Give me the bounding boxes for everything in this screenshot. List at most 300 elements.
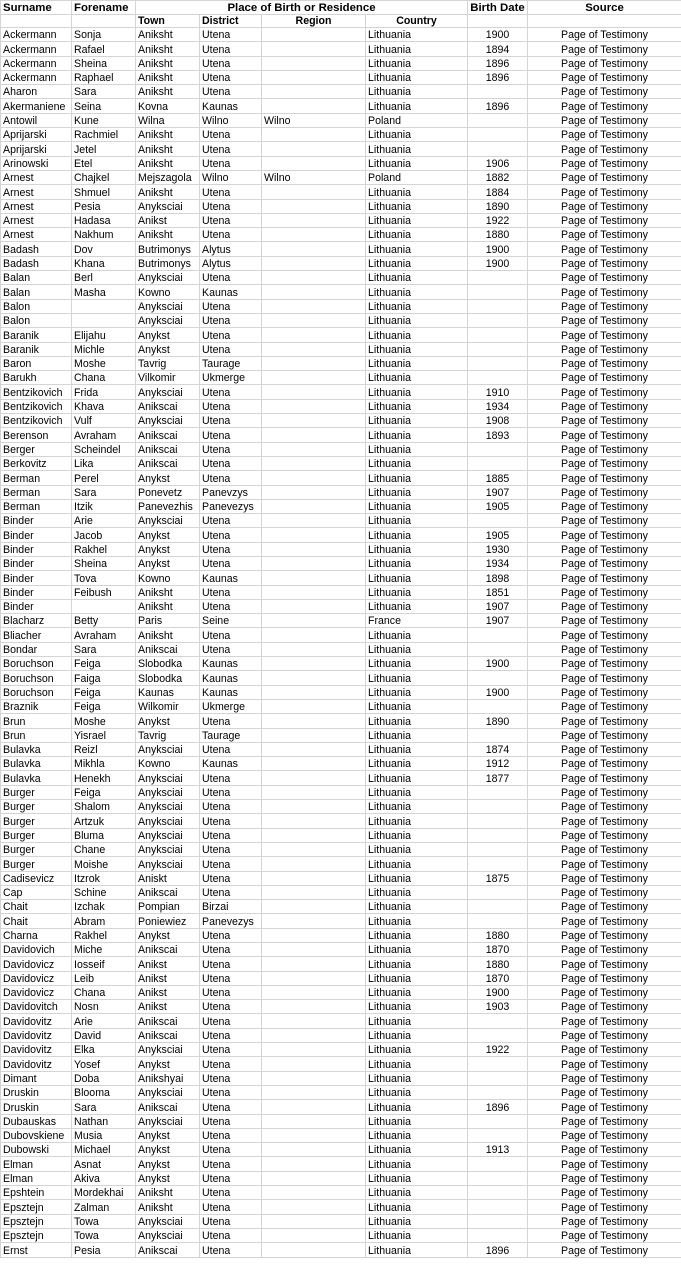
table-row xyxy=(1,42,681,56)
region-cell xyxy=(262,871,366,885)
town-cell: Anyksciai xyxy=(136,313,200,327)
country-cell: Lithuania xyxy=(366,771,468,785)
surname-cell: Arnest xyxy=(1,199,72,213)
country-cell: Lithuania xyxy=(366,971,468,985)
surname-cell: Baranik xyxy=(1,342,72,356)
forename-cell: Rafael xyxy=(72,42,136,56)
region-cell xyxy=(262,213,366,227)
country-cell: Lithuania xyxy=(366,857,468,871)
country-cell: Lithuania xyxy=(366,471,468,485)
country-cell: Lithuania xyxy=(366,814,468,828)
district-cell: Utena xyxy=(200,742,262,756)
country-cell: Lithuania xyxy=(366,199,468,213)
surname-cell: Brun xyxy=(1,728,72,742)
table-row xyxy=(1,285,681,299)
country-cell: Lithuania xyxy=(366,414,468,428)
birth-date-cell xyxy=(468,800,528,814)
birth-date-cell: 1890 xyxy=(468,199,528,213)
forename-cell: Pesia xyxy=(72,199,136,213)
table-row xyxy=(1,1228,681,1242)
country-cell: Lithuania xyxy=(366,556,468,570)
table-row xyxy=(1,571,681,585)
table-row xyxy=(1,399,681,413)
birth-date-cell: 1908 xyxy=(468,414,528,428)
town-cell: Anyksciai xyxy=(136,1228,200,1242)
country-cell: Lithuania xyxy=(366,313,468,327)
forename-cell: Nathan xyxy=(72,1114,136,1128)
country-cell: Lithuania xyxy=(366,1043,468,1057)
country-cell: Lithuania xyxy=(366,599,468,613)
surname-cell: Burger xyxy=(1,842,72,856)
forename-cell: Khana xyxy=(72,256,136,270)
town-cell: Anikst xyxy=(136,957,200,971)
table-row xyxy=(1,1128,681,1142)
country-cell: Lithuania xyxy=(366,714,468,728)
district-cell: Utena xyxy=(200,1100,262,1114)
country-cell: Lithuania xyxy=(366,900,468,914)
country-cell: Lithuania xyxy=(366,256,468,270)
region-cell xyxy=(262,1000,366,1014)
town-cell: Mejszagola xyxy=(136,170,200,184)
birth-date-cell: 1922 xyxy=(468,213,528,227)
country-cell: Lithuania xyxy=(366,1214,468,1228)
source-cell: Page of Testimony xyxy=(528,85,681,99)
surname-cell: Berkovitz xyxy=(1,456,72,470)
forename-cell: Arie xyxy=(72,514,136,528)
birth-date-cell: 1882 xyxy=(468,170,528,184)
forename-cell: Chajkel xyxy=(72,170,136,184)
country-cell: Lithuania xyxy=(366,399,468,413)
country-cell: Lithuania xyxy=(366,585,468,599)
surname-cell: Epsztejn xyxy=(1,1214,72,1228)
birth-date-cell xyxy=(468,299,528,313)
surname-cell: Ackermann xyxy=(1,70,72,84)
table-row xyxy=(1,671,681,685)
district-cell: Utena xyxy=(200,271,262,285)
source-cell: Page of Testimony xyxy=(528,957,681,971)
header-forename: Forename xyxy=(72,1,136,15)
forename-cell: Chane xyxy=(72,842,136,856)
source-cell: Page of Testimony xyxy=(528,456,681,470)
forename-cell: Akiva xyxy=(72,1171,136,1185)
birth-date-cell: 1896 xyxy=(468,56,528,70)
surname-cell: Balon xyxy=(1,313,72,327)
district-cell: Utena xyxy=(200,442,262,456)
source-cell: Page of Testimony xyxy=(528,213,681,227)
birth-date-cell xyxy=(468,699,528,713)
region-cell xyxy=(262,228,366,242)
source-cell: Page of Testimony xyxy=(528,1214,681,1228)
table-row xyxy=(1,256,681,270)
surname-cell: Binder xyxy=(1,514,72,528)
source-cell: Page of Testimony xyxy=(528,471,681,485)
surname-cell: Dubowski xyxy=(1,1143,72,1157)
forename-cell: Sonja xyxy=(72,28,136,42)
forename-cell: Musia xyxy=(72,1128,136,1142)
town-cell: Anykst xyxy=(136,714,200,728)
forename-cell: Sara xyxy=(72,642,136,656)
region-cell xyxy=(262,528,366,542)
district-cell: Taurage xyxy=(200,728,262,742)
forename-cell: Raphael xyxy=(72,70,136,84)
country-cell: Lithuania xyxy=(366,943,468,957)
table-row xyxy=(1,742,681,756)
birth-date-cell: 1907 xyxy=(468,614,528,628)
forename-cell: Moshe xyxy=(72,714,136,728)
surname-cell: Bentzikovich xyxy=(1,399,72,413)
table-row xyxy=(1,914,681,928)
region-cell xyxy=(262,428,366,442)
table-row xyxy=(1,228,681,242)
table-row xyxy=(1,428,681,442)
country-cell: Lithuania xyxy=(366,1100,468,1114)
source-cell: Page of Testimony xyxy=(528,714,681,728)
town-cell: Anikscai xyxy=(136,1028,200,1042)
source-cell: Page of Testimony xyxy=(528,399,681,413)
surname-cell: Cadisevicz xyxy=(1,871,72,885)
region-cell xyxy=(262,256,366,270)
region-cell xyxy=(262,28,366,42)
surname-cell: Elman xyxy=(1,1157,72,1171)
table-row xyxy=(1,842,681,856)
district-cell: Taurage xyxy=(200,356,262,370)
surname-cell: Aprijarski xyxy=(1,142,72,156)
district-cell: Utena xyxy=(200,128,262,142)
district-cell: Ukmerge xyxy=(200,699,262,713)
town-cell: Anikscai xyxy=(136,399,200,413)
birth-date-cell xyxy=(468,356,528,370)
surname-cell: Ackermann xyxy=(1,42,72,56)
surname-cell: Boruchson xyxy=(1,657,72,671)
town-cell: Anykst xyxy=(136,1157,200,1171)
surname-cell: Balan xyxy=(1,271,72,285)
header-blank-birth xyxy=(468,15,528,28)
country-cell: Lithuania xyxy=(366,442,468,456)
district-cell: Utena xyxy=(200,385,262,399)
district-cell: Utena xyxy=(200,1114,262,1128)
table-row xyxy=(1,642,681,656)
town-cell: Anyksciai xyxy=(136,414,200,428)
surname-cell: Badash xyxy=(1,242,72,256)
birth-date-cell: 1910 xyxy=(468,385,528,399)
surname-cell: Davidovicz xyxy=(1,971,72,985)
district-cell: Utena xyxy=(200,28,262,42)
table-row xyxy=(1,800,681,814)
surname-cell: Berman xyxy=(1,499,72,513)
table-row xyxy=(1,771,681,785)
district-cell: Utena xyxy=(200,1085,262,1099)
source-cell: Page of Testimony xyxy=(528,28,681,42)
birth-date-cell xyxy=(468,1171,528,1185)
table-row xyxy=(1,957,681,971)
source-cell: Page of Testimony xyxy=(528,328,681,342)
source-cell: Page of Testimony xyxy=(528,371,681,385)
country-cell: Lithuania xyxy=(366,385,468,399)
header-town: Town xyxy=(136,15,200,28)
town-cell: Anykst xyxy=(136,1143,200,1157)
source-cell: Page of Testimony xyxy=(528,685,681,699)
district-cell: Kaunas xyxy=(200,285,262,299)
header-country: Country xyxy=(366,15,468,28)
surname-cell: Davidovich xyxy=(1,943,72,957)
table-row xyxy=(1,928,681,942)
birth-date-cell: 1900 xyxy=(468,657,528,671)
town-cell: Vilkomir xyxy=(136,371,200,385)
region-cell xyxy=(262,485,366,499)
forename-cell: Mikhla xyxy=(72,757,136,771)
region-cell xyxy=(262,628,366,642)
district-cell: Utena xyxy=(200,42,262,56)
country-cell: Lithuania xyxy=(366,1014,468,1028)
region-cell xyxy=(262,156,366,170)
table-row xyxy=(1,113,681,127)
table-row xyxy=(1,699,681,713)
source-cell: Page of Testimony xyxy=(528,1000,681,1014)
country-cell: Lithuania xyxy=(366,428,468,442)
forename-cell: Betty xyxy=(72,614,136,628)
district-cell: Utena xyxy=(200,556,262,570)
district-cell: Utena xyxy=(200,313,262,327)
district-cell: Kaunas xyxy=(200,571,262,585)
town-cell: Butrimonys xyxy=(136,242,200,256)
region-cell xyxy=(262,128,366,142)
birth-date-cell: 1900 xyxy=(468,242,528,256)
birth-date-cell: 1906 xyxy=(468,156,528,170)
source-cell: Page of Testimony xyxy=(528,299,681,313)
district-cell: Utena xyxy=(200,814,262,828)
district-cell: Utena xyxy=(200,599,262,613)
district-cell: Utena xyxy=(200,199,262,213)
region-cell xyxy=(262,313,366,327)
table-row xyxy=(1,814,681,828)
district-cell: Wilno xyxy=(200,113,262,127)
region-cell xyxy=(262,1071,366,1085)
source-cell: Page of Testimony xyxy=(528,757,681,771)
district-cell: Utena xyxy=(200,928,262,942)
source-cell: Page of Testimony xyxy=(528,313,681,327)
town-cell: Aniksht xyxy=(136,628,200,642)
district-cell: Utena xyxy=(200,1043,262,1057)
forename-cell: Nakhum xyxy=(72,228,136,242)
records-body xyxy=(1,28,681,1258)
country-cell: Lithuania xyxy=(366,1028,468,1042)
table-row xyxy=(1,299,681,313)
header-row-sub xyxy=(1,15,681,28)
region-cell xyxy=(262,957,366,971)
surname-cell: Charna xyxy=(1,928,72,942)
town-cell: Aniksht xyxy=(136,585,200,599)
surname-cell: Druskin xyxy=(1,1085,72,1099)
table-row xyxy=(1,385,681,399)
region-cell xyxy=(262,685,366,699)
district-cell: Utena xyxy=(200,785,262,799)
country-cell: Lithuania xyxy=(366,685,468,699)
country-cell: Lithuania xyxy=(366,285,468,299)
district-cell: Panevzys xyxy=(200,485,262,499)
forename-cell: Perel xyxy=(72,471,136,485)
table-row xyxy=(1,170,681,184)
country-cell: Lithuania xyxy=(366,1157,468,1171)
surname-cell: Epsztejn xyxy=(1,1200,72,1214)
region-cell xyxy=(262,542,366,556)
header-place-group: Place of Birth or Residence xyxy=(136,1,468,15)
region-cell xyxy=(262,328,366,342)
country-cell: Lithuania xyxy=(366,1143,468,1157)
table-row xyxy=(1,657,681,671)
birth-date-cell xyxy=(468,514,528,528)
town-cell: Aniksht xyxy=(136,1200,200,1214)
source-cell: Page of Testimony xyxy=(528,928,681,942)
country-cell: Lithuania xyxy=(366,628,468,642)
district-cell: Utena xyxy=(200,156,262,170)
town-cell: Anikscai xyxy=(136,1014,200,1028)
forename-cell: Chana xyxy=(72,371,136,385)
country-cell: Lithuania xyxy=(366,85,468,99)
source-cell: Page of Testimony xyxy=(528,113,681,127)
country-cell: Lithuania xyxy=(366,885,468,899)
country-cell: Lithuania xyxy=(366,571,468,585)
source-cell: Page of Testimony xyxy=(528,56,681,70)
district-cell: Utena xyxy=(200,642,262,656)
country-cell: Lithuania xyxy=(366,742,468,756)
region-cell xyxy=(262,514,366,528)
table-row xyxy=(1,628,681,642)
source-cell: Page of Testimony xyxy=(528,1128,681,1142)
country-cell: Lithuania xyxy=(366,1228,468,1242)
region-cell xyxy=(262,42,366,56)
forename-cell: Abram xyxy=(72,914,136,928)
district-cell: Utena xyxy=(200,885,262,899)
birth-date-cell xyxy=(468,1186,528,1200)
forename-cell: Reizl xyxy=(72,742,136,756)
forename-cell: Towa xyxy=(72,1228,136,1242)
forename-cell: Jetel xyxy=(72,142,136,156)
forename-cell: Berl xyxy=(72,271,136,285)
country-cell: Lithuania xyxy=(366,657,468,671)
town-cell: Aniksht xyxy=(136,599,200,613)
town-cell: Anykst xyxy=(136,471,200,485)
source-cell: Page of Testimony xyxy=(528,1243,681,1257)
source-cell: Page of Testimony xyxy=(528,499,681,513)
forename-cell: Seina xyxy=(72,99,136,113)
source-cell: Page of Testimony xyxy=(528,885,681,899)
birth-date-cell xyxy=(468,885,528,899)
table-row xyxy=(1,342,681,356)
town-cell: Anykst xyxy=(136,542,200,556)
birth-date-cell xyxy=(468,857,528,871)
surname-cell: Burger xyxy=(1,800,72,814)
region-cell xyxy=(262,1243,366,1257)
forename-cell: Izchak xyxy=(72,900,136,914)
region-cell xyxy=(262,857,366,871)
surname-cell: Arinowski xyxy=(1,156,72,170)
source-cell: Page of Testimony xyxy=(528,785,681,799)
birth-date-cell xyxy=(468,728,528,742)
birth-date-cell xyxy=(468,142,528,156)
town-cell: Anyksciai xyxy=(136,857,200,871)
birth-date-cell xyxy=(468,842,528,856)
forename-cell: Shalom xyxy=(72,800,136,814)
forename-cell: Itzik xyxy=(72,499,136,513)
district-cell: Utena xyxy=(200,842,262,856)
source-cell: Page of Testimony xyxy=(528,985,681,999)
region-cell xyxy=(262,714,366,728)
surname-cell: Binder xyxy=(1,528,72,542)
region-cell xyxy=(262,285,366,299)
birth-date-cell xyxy=(468,1085,528,1099)
forename-cell: Rachmiel xyxy=(72,128,136,142)
town-cell: Anyksciai xyxy=(136,742,200,756)
region-cell xyxy=(262,657,366,671)
source-cell: Page of Testimony xyxy=(528,199,681,213)
table-row xyxy=(1,1114,681,1128)
country-cell: Poland xyxy=(366,113,468,127)
region-cell xyxy=(262,943,366,957)
town-cell: Kowno xyxy=(136,571,200,585)
source-cell: Page of Testimony xyxy=(528,1143,681,1157)
source-cell: Page of Testimony xyxy=(528,871,681,885)
region-cell xyxy=(262,585,366,599)
table-row xyxy=(1,414,681,428)
table-row xyxy=(1,271,681,285)
surname-cell: Chait xyxy=(1,900,72,914)
town-cell: Anikst xyxy=(136,985,200,999)
forename-cell: Bluma xyxy=(72,828,136,842)
surname-cell: Braznik xyxy=(1,699,72,713)
source-cell: Page of Testimony xyxy=(528,1057,681,1071)
forename-cell: Pesia xyxy=(72,1243,136,1257)
town-cell: Slobodka xyxy=(136,671,200,685)
birth-date-cell: 1930 xyxy=(468,542,528,556)
table-row xyxy=(1,199,681,213)
birth-date-cell: 1912 xyxy=(468,757,528,771)
region-cell xyxy=(262,271,366,285)
surname-cell: Ackermann xyxy=(1,56,72,70)
forename-cell: Etel xyxy=(72,156,136,170)
surname-cell: Boruchson xyxy=(1,685,72,699)
country-cell: Lithuania xyxy=(366,328,468,342)
table-row xyxy=(1,1057,681,1071)
district-cell: Utena xyxy=(200,213,262,227)
country-cell: Lithuania xyxy=(366,785,468,799)
birth-date-cell xyxy=(468,914,528,928)
surname-cell: Blacharz xyxy=(1,614,72,628)
table-row xyxy=(1,442,681,456)
region-cell xyxy=(262,1228,366,1242)
birth-date-cell: 1870 xyxy=(468,971,528,985)
region-cell xyxy=(262,842,366,856)
region-cell xyxy=(262,342,366,356)
table-row xyxy=(1,1157,681,1171)
town-cell: Anyksciai xyxy=(136,1114,200,1128)
birth-date-cell xyxy=(468,1157,528,1171)
district-cell: Utena xyxy=(200,1057,262,1071)
surname-cell: Balon xyxy=(1,299,72,313)
surname-cell: Arnest xyxy=(1,170,72,184)
district-cell: Utena xyxy=(200,628,262,642)
country-cell: Lithuania xyxy=(366,156,468,170)
town-cell: Aniksht xyxy=(136,28,200,42)
birth-date-cell: 1907 xyxy=(468,485,528,499)
district-cell: Kaunas xyxy=(200,657,262,671)
district-cell: Ukmerge xyxy=(200,371,262,385)
town-cell: Aniksht xyxy=(136,156,200,170)
district-cell: Utena xyxy=(200,228,262,242)
source-cell: Page of Testimony xyxy=(528,614,681,628)
region-cell xyxy=(262,1100,366,1114)
birth-date-cell: 1900 xyxy=(468,685,528,699)
district-cell: Utena xyxy=(200,299,262,313)
